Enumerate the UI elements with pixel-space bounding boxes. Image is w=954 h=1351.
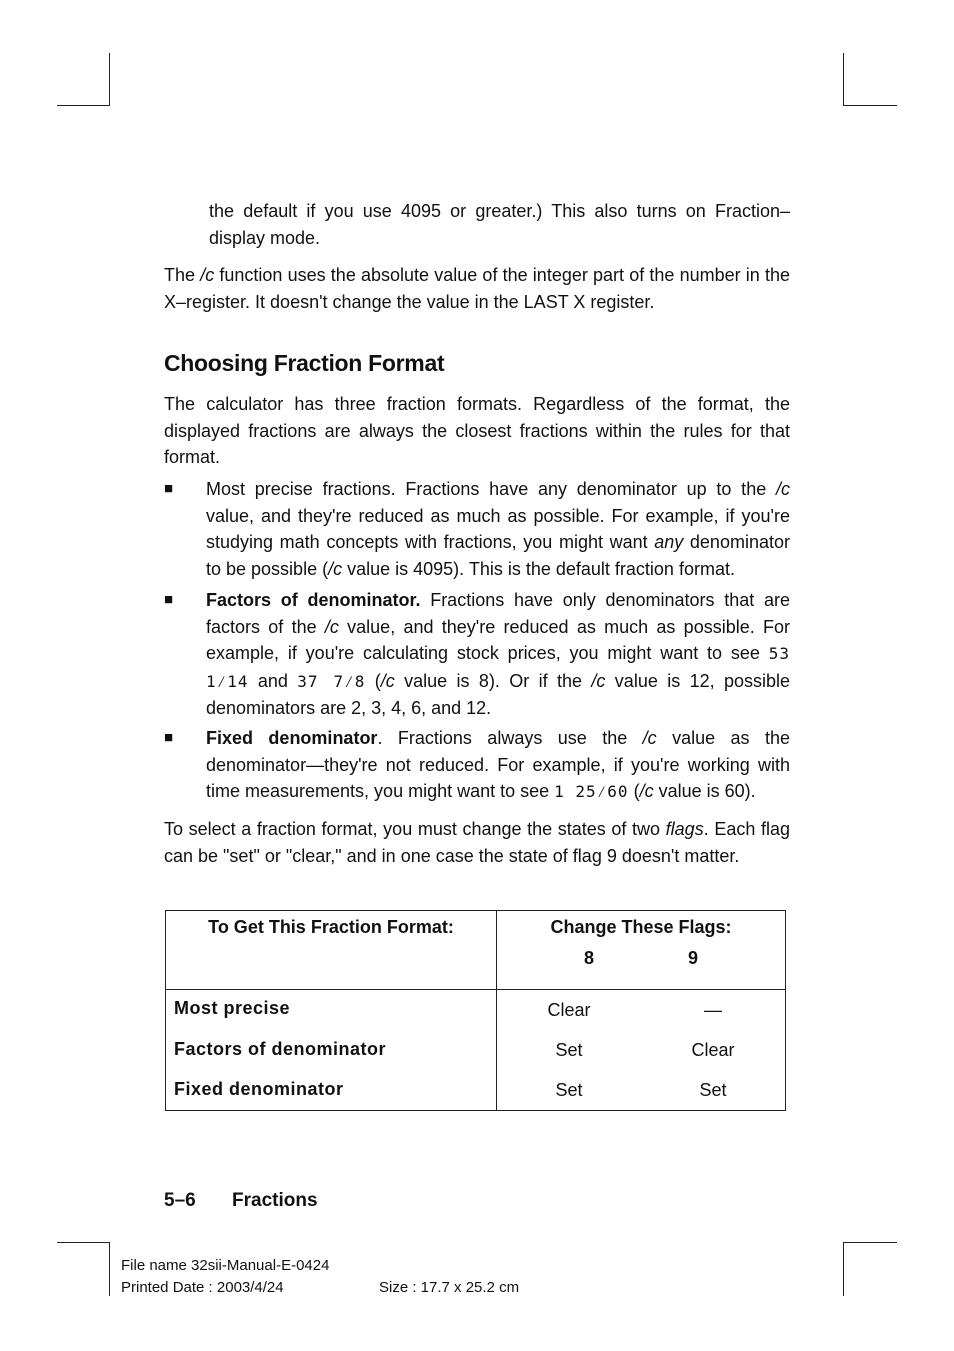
flag-numbers (497, 948, 785, 969)
printed-date: Printed Date : 2003/4/24 (121, 1279, 284, 1296)
c-symbol: /c (324, 616, 339, 637)
flag-8-label: 8 (583, 948, 594, 968)
crop-mark-top-right-horizontal (843, 105, 897, 106)
c-symbol: /c (200, 265, 215, 285)
chapter-name: Fractions (232, 1190, 318, 1211)
flags-row-most-precise (497, 1000, 785, 1040)
header-format: To Get This Fraction Format: (166, 911, 497, 990)
bullet-marker: ■ (164, 480, 174, 497)
c-function-pre: The (164, 265, 201, 285)
bullet-text: value is 4095). This is the default fraction format. (342, 558, 735, 579)
bullet-text: Most precise fractions. Fractions have any denominator up to the (206, 479, 776, 499)
flag-9-value: Clear (691, 1040, 735, 1060)
flag-9-value: Set (699, 1080, 727, 1100)
flag-8-value: Set (555, 1080, 583, 1100)
page-number: 5–6 (164, 1190, 196, 1211)
bullet-text: ( (628, 781, 640, 801)
section-heading: Choosing Fraction Format (164, 350, 445, 376)
bullet-lead: Fixed denominator (206, 728, 378, 748)
format-factors-of-denominator: Factors of denominator (174, 1038, 387, 1059)
continuation-paragraph: the default if you use 4095 or greater.) This also turns on Fraction–display mode. (209, 201, 790, 248)
format-most-precise: Most precise (174, 998, 291, 1018)
c-function-paragraph (164, 262, 790, 315)
bullet-most-precise (206, 476, 790, 582)
c-symbol: /c (380, 670, 395, 691)
header-flags-label: Change These Flags: (550, 917, 732, 937)
c-symbol: /c (328, 558, 343, 579)
c-symbol: /c (775, 479, 790, 499)
page-footer (164, 1190, 318, 1212)
select-text: To select a fraction format, you must change the states of two (164, 819, 666, 839)
bullet-marker: ■ (164, 729, 174, 746)
emphasis-any: any (654, 532, 684, 552)
bullet-text: value, and they're reduced as much as possible. For example, if you're calculating stock prices, you might want to see (206, 616, 790, 663)
bullet-fixed-denominator (206, 725, 790, 806)
flags-row-factors (497, 1040, 785, 1080)
format-column (166, 990, 497, 1111)
flag-8-value: Set (555, 1040, 583, 1060)
bullet-lead: Factors of denominator. (206, 590, 421, 610)
header-flags (497, 911, 786, 990)
crop-mark-bottom-right-horizontal (843, 1242, 897, 1243)
emphasis-flags: flags (665, 819, 704, 839)
display-fraction: 1 25⁄60 (554, 782, 629, 801)
crop-mark-top-left-horizontal (57, 105, 110, 106)
c-symbol: /c (591, 670, 606, 691)
table-header-row (166, 911, 786, 990)
crop-mark-bottom-left-vertical (109, 1242, 110, 1296)
fraction-format-table (165, 910, 786, 1111)
select-format-paragraph (164, 816, 790, 869)
c-symbol: /c (642, 728, 657, 748)
select-text: . Each flag can be "set" or "clear," and in one case the state of flag 9 doesn't matter. (164, 819, 790, 866)
bullet-text: value is 8). Or if the (394, 670, 592, 691)
flag-8-value: Clear (547, 1000, 591, 1020)
bullet-marker: ■ (164, 591, 174, 608)
flag-9-label: 9 (687, 948, 698, 968)
crop-mark-bottom-left-horizontal (57, 1242, 110, 1243)
bullet-text: Fractions have only denominators that are factors of the (206, 590, 790, 637)
file-name: File name 32sii-Manual-E-0424 (121, 1257, 330, 1274)
bullet-text: value, and they're reduced as much as possible. For example, if you're studying math concepts with fractions, you might want (206, 505, 790, 552)
table-body-row (166, 990, 786, 1111)
page-size: Size : 17.7 x 25.2 cm (379, 1279, 520, 1296)
bullet-text: ( (365, 670, 381, 691)
crop-mark-top-right-vertical (843, 53, 844, 106)
bullet-text: denominator to be possible ( (206, 532, 790, 579)
section-intro: The calculator has three fraction formats. Regardless of the format, the displayed fractions are always the closest fractions within the rules for that format. (164, 394, 790, 467)
bullet-text: value as the denominator—they're not reduced. For example, if you're working with time measurements, you might want to see (206, 728, 790, 801)
crop-mark-top-left-vertical (109, 53, 110, 106)
format-fixed-denominator: Fixed denominator (174, 1079, 344, 1099)
c-function-post: function uses the absolute value of the integer part of the number in the X–register. It doesn't change the value in the LAST X register. (164, 265, 790, 312)
bullet-text: value is 12, possible denominators are 2, 3, 4, 6, and 12. (206, 670, 790, 718)
bullet-text: . Fractions always use the (377, 728, 643, 748)
c-symbol: /c (639, 781, 654, 801)
crop-mark-bottom-right-vertical (843, 1242, 844, 1296)
flag-9-value: — (704, 1000, 722, 1020)
flags-column (497, 990, 786, 1111)
bullet-text: value is 60). (653, 781, 756, 801)
bullet-factors-of-denominator (206, 587, 790, 722)
bullet-text: and (248, 670, 298, 691)
flags-row-fixed (497, 1080, 785, 1110)
display-fraction: 53 1⁄14 (206, 644, 790, 691)
display-fraction: 37 7⁄8 (297, 671, 366, 691)
